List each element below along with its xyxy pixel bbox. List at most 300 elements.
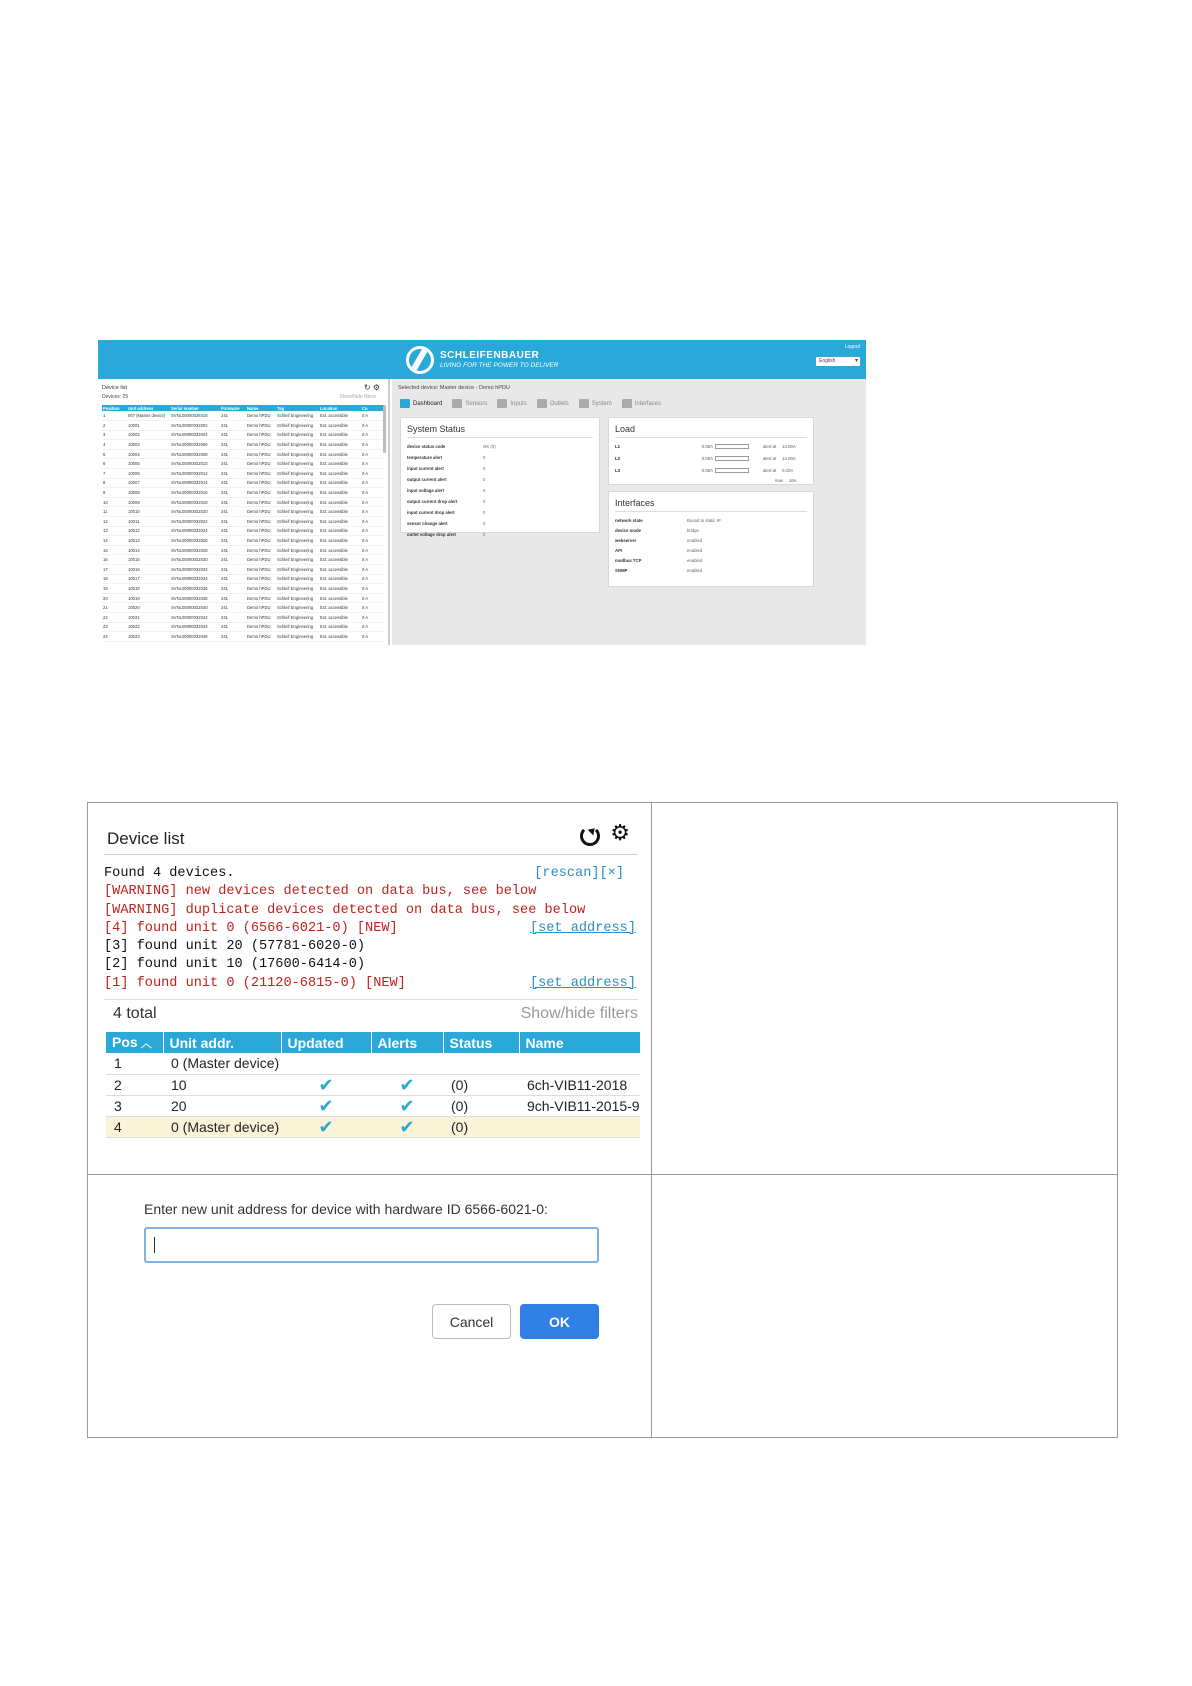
tab-interfaces[interactable] <box>622 399 661 408</box>
status-value: 0 <box>483 466 486 471</box>
interface-row <box>609 525 813 535</box>
interface-row <box>609 565 813 575</box>
unit-cell: 0 (Master device) <box>163 1053 281 1074</box>
table-row[interactable] <box>102 469 384 479</box>
table-cell: 3 <box>102 430 127 440</box>
table-cell: 22 <box>102 612 127 622</box>
device-list-panel <box>104 813 646 1163</box>
table-cell: 241 <box>220 622 246 632</box>
interface-value: enabled <box>687 537 703 543</box>
tab-sensors[interactable] <box>452 399 487 408</box>
table-cell: Schleif Engineering <box>276 555 319 565</box>
language-select[interactable]: English ▾ <box>816 357 860 366</box>
table-row[interactable] <box>102 440 384 450</box>
column-header-alerts[interactable] <box>371 1032 443 1053</box>
status-label: output current drop alert <box>407 499 458 504</box>
column-label: Unit addr. <box>169 1034 235 1051</box>
table-cell: Schleif Engineering <box>276 449 319 459</box>
table-cell: 241 <box>220 612 246 622</box>
table-cell: 7 <box>102 469 127 479</box>
checkmark-icon: ✔ <box>318 1116 334 1137</box>
status-label: device status code <box>407 444 446 449</box>
table-cell: 241 <box>220 411 246 421</box>
column-header[interactable]: Tag <box>276 405 319 411</box>
table-cell: 0 A <box>361 459 384 469</box>
status-label: output current alert <box>407 477 447 482</box>
table-cell: 0 A <box>361 517 384 527</box>
table-cell: Demo hPDU <box>246 507 276 517</box>
table-cell: SVNL00000032008 <box>170 449 220 459</box>
table-cell: SVNL00000032030 <box>170 555 220 565</box>
interface-value: enabled <box>687 557 703 563</box>
brand-logo-icon <box>406 346 434 374</box>
table-cell: 241 <box>220 478 246 488</box>
table-cell: 241 <box>220 469 246 479</box>
table-cell: SVNL00000032016 <box>170 488 220 498</box>
checkmark-icon: ✔ <box>318 1095 334 1116</box>
table-cell: 241 <box>220 507 246 517</box>
table-cell: SVNL00000026416 <box>170 411 220 421</box>
table-cell: SVNL00000032018 <box>170 497 220 507</box>
status-label: temperature alert <box>407 455 443 460</box>
table-cell: Ext. accessible <box>319 517 361 527</box>
status-value: 0 <box>483 477 486 482</box>
table-cell: SVNL00000032010 <box>170 459 220 469</box>
table-cell: Demo hPDU <box>246 469 276 479</box>
table-cell: Schleif Engineering <box>276 632 319 642</box>
phase-current: 0.00A <box>701 467 713 473</box>
table-cell: Schleif Engineering <box>276 497 319 507</box>
load-panel <box>608 417 814 485</box>
log-text: [1] found unit 0 (21120-6815-0) [NEW] <box>104 975 406 991</box>
interface-value: Bound to static IP <box>687 517 721 523</box>
set-address-link[interactable]: [set address] <box>529 975 636 991</box>
table-row[interactable] <box>102 536 384 546</box>
table-cell: Schleif Engineering <box>276 584 319 594</box>
table-row[interactable] <box>102 565 384 575</box>
unit-address-input[interactable] <box>144 1227 599 1263</box>
table-cell: 241 <box>220 459 246 469</box>
table-row[interactable] <box>106 1095 640 1116</box>
table-cell: 241 <box>220 517 246 527</box>
table-cell: 10003 <box>127 440 170 450</box>
table-cell: 10023 <box>127 632 170 642</box>
dashboard-screenshot <box>98 340 866 645</box>
log-line <box>104 938 638 956</box>
device-list-actions <box>364 383 380 392</box>
table-cell: Ext. accessible <box>319 478 361 488</box>
table-cell: Schleif Engineering <box>276 507 319 517</box>
table-cell: Schleif Engineering <box>276 536 319 546</box>
table-cell: 241 <box>220 526 246 536</box>
table-cell: Ext. accessible <box>319 421 361 431</box>
load-bar <box>715 468 749 473</box>
table-cell: Demo hPDU <box>246 478 276 488</box>
gear-icon[interactable]: ⚙ <box>610 820 630 845</box>
table-cell: 0 A <box>361 622 384 632</box>
alert-label: alert at <box>763 455 777 461</box>
system-icon <box>579 399 589 408</box>
table-cell: Schleif Engineering <box>276 421 319 431</box>
logout-link[interactable]: Logout <box>844 344 860 350</box>
load-row <box>609 440 813 452</box>
updated-cell <box>281 1095 371 1116</box>
table-cell: Schleif Engineering <box>276 411 319 421</box>
log-text: Found 4 devices. <box>104 866 235 881</box>
log-line <box>104 902 638 920</box>
table-cell: Demo hPDU <box>246 449 276 459</box>
table-cell: 10010 <box>127 507 170 517</box>
load-title: Load <box>615 424 807 438</box>
table-cell: Ext. accessible <box>319 555 361 565</box>
dashboard-tabs <box>400 399 661 408</box>
status-label: input current alert <box>407 466 444 471</box>
table-row[interactable] <box>102 488 384 498</box>
table-cell: Ext. accessible <box>319 574 361 584</box>
table-cell: 0 A <box>361 507 384 517</box>
updated-cell <box>281 1116 371 1137</box>
tab-outlets[interactable] <box>537 399 569 408</box>
table-cell: Demo hPDU <box>246 545 276 555</box>
sensors-icon <box>452 399 462 408</box>
table-cell: 241 <box>220 430 246 440</box>
column-header[interactable]: Unit address <box>127 405 170 411</box>
interface-label: webserver <box>615 537 637 543</box>
table-cell: 10020 <box>127 603 170 613</box>
table-cell: 10018 <box>127 584 170 594</box>
tab-dashboard[interactable] <box>400 399 442 408</box>
interfaces-panel <box>608 491 814 587</box>
table-cell: 21 <box>102 603 127 613</box>
rescan-link[interactable]: [rescan][×] <box>534 866 624 881</box>
table-cell: 241 <box>220 488 246 498</box>
alerts-cell <box>371 1053 443 1074</box>
selected-device: Selected device: Master device - Demo hPDU <box>398 385 510 391</box>
load-max-value: 16A <box>789 478 797 483</box>
table-cell: 0 A <box>361 632 384 642</box>
refresh-icon[interactable]: ↻ <box>363 383 371 392</box>
table-cell: 10012 <box>127 526 170 536</box>
status-row <box>401 441 599 452</box>
table-cell: 10007 <box>127 478 170 488</box>
load-max-row <box>609 476 813 485</box>
device-list-sidebar <box>98 379 390 645</box>
table-cell: SVNL00000032004 <box>170 430 220 440</box>
table-cell: 0 A <box>361 584 384 594</box>
status-cell: (0) <box>443 1074 519 1095</box>
table-cell: Demo hPDU <box>246 430 276 440</box>
table-cell: 0 A <box>361 545 384 555</box>
table-cell: Schleif Engineering <box>276 478 319 488</box>
table-cell: 10019 <box>127 593 170 603</box>
alert-threshold: 14.00A <box>782 443 796 449</box>
device-table <box>106 1032 641 1138</box>
table-cell: 241 <box>220 584 246 594</box>
tab-label: Sensors <box>465 400 488 407</box>
table-row[interactable] <box>102 430 384 440</box>
cancel-button[interactable]: Cancel <box>432 1304 511 1339</box>
table-cell: Demo hPDU <box>246 526 276 536</box>
table-cell: 5 <box>102 449 127 459</box>
status-row <box>401 518 599 529</box>
table-cell: 241 <box>220 497 246 507</box>
table-cell: 0 A <box>361 421 384 431</box>
table-cell: Ext. accessible <box>319 526 361 536</box>
total-count: 4 total <box>113 1005 157 1022</box>
table-cell: 13 <box>102 526 127 536</box>
unit-cell: 0 (Master device) <box>163 1116 281 1137</box>
interface-row <box>609 545 813 555</box>
table-cell: Demo hPDU <box>246 574 276 584</box>
outlets-icon <box>537 399 547 408</box>
unit-cell: 10 <box>163 1074 281 1095</box>
log-text: [3] found unit 20 (57781-6020-0) <box>104 939 366 955</box>
set-address-dialog <box>88 1175 651 1437</box>
table-cell: Demo hPDU <box>246 440 276 450</box>
table-cell: 0 A <box>361 411 384 421</box>
log-line <box>104 883 638 901</box>
table-cell: Ext. accessible <box>319 488 361 498</box>
inputs-icon <box>497 399 507 408</box>
table-row[interactable] <box>102 632 384 642</box>
table-cell: Schleif Engineering <box>276 488 319 498</box>
table-row[interactable] <box>102 593 384 603</box>
table-cell: Ext. accessible <box>319 440 361 450</box>
table-cell: 241 <box>220 449 246 459</box>
column-header-pos[interactable] <box>106 1032 163 1053</box>
table-row[interactable] <box>102 555 384 565</box>
column-header[interactable]: Name <box>246 405 276 411</box>
sort-up-icon[interactable]: ︿ <box>140 1038 152 1050</box>
updated-cell <box>281 1053 371 1074</box>
tab-inputs[interactable] <box>497 399 526 408</box>
table-cell: 10016 <box>127 565 170 575</box>
table-cell: SVNL00000032046 <box>170 632 220 642</box>
table-row[interactable] <box>106 1074 640 1095</box>
status-row <box>401 529 599 540</box>
column-label: Alerts <box>377 1034 418 1051</box>
table-cell: 241 <box>220 593 246 603</box>
table-row[interactable] <box>102 574 384 584</box>
status-value: 0 <box>483 499 486 504</box>
interface-label: SNMP <box>615 567 628 573</box>
table-cell: Demo hPDU <box>246 622 276 632</box>
pos-cell: 4 <box>106 1116 163 1137</box>
load-row <box>609 464 813 476</box>
table-cell: 10013 <box>127 536 170 546</box>
updated-cell <box>281 1074 371 1095</box>
table-cell: 15 <box>102 545 127 555</box>
status-value: 0 <box>483 455 486 460</box>
filters-toggle[interactable]: Show/hide filters <box>520 1005 638 1022</box>
status-row <box>401 485 599 496</box>
table-cell: Schleif Engineering <box>276 459 319 469</box>
table-cell: Schleif Engineering <box>276 430 319 440</box>
table-cell: Ext. accessible <box>319 545 361 555</box>
table-row[interactable] <box>102 603 384 613</box>
column-header-updated[interactable] <box>281 1032 371 1053</box>
column-header[interactable]: Firmware <box>220 405 246 411</box>
table-cell: 6 <box>102 459 127 469</box>
table-cell: Ext. accessible <box>319 459 361 469</box>
grid-divider <box>651 803 652 1437</box>
table-cell: Demo hPDU <box>246 497 276 507</box>
table-cell: SVNL00000032038 <box>170 593 220 603</box>
table-cell: Ext. accessible <box>319 497 361 507</box>
brand-tagline: LIVING FOR THE POWER TO DELIVER <box>440 361 559 369</box>
table-cell: Demo hPDU <box>246 565 276 575</box>
ok-button[interactable]: OK <box>520 1304 599 1339</box>
table-cell: Demo hPDU <box>246 632 276 642</box>
table-cell: Ext. accessible <box>319 449 361 459</box>
alerts-cell <box>371 1116 443 1137</box>
set-address-link[interactable]: [set address] <box>529 920 636 936</box>
table-cell: Ext. accessible <box>319 612 361 622</box>
brand-logo[interactable] <box>406 345 558 375</box>
table-cell: 18 <box>102 574 127 584</box>
device-table <box>102 405 384 642</box>
table-cell: 10017 <box>127 574 170 584</box>
table-cell: Schleif Engineering <box>276 574 319 584</box>
table-row[interactable] <box>102 545 384 555</box>
table-row[interactable] <box>102 478 384 488</box>
table-cell: 241 <box>220 603 246 613</box>
table-cell: 10011 <box>127 517 170 527</box>
log-text: [2] found unit 10 (17600-6414-0) <box>104 957 366 973</box>
table-row[interactable] <box>102 421 384 431</box>
table-cell: 1 <box>102 411 127 421</box>
alert-label: alert at <box>763 443 777 449</box>
status-cell: (0) <box>443 1095 519 1116</box>
interface-label: modbus TCP <box>615 557 642 563</box>
table-row[interactable] <box>102 526 384 536</box>
table-cell: Schleif Engineering <box>276 517 319 527</box>
table-row[interactable] <box>102 622 384 632</box>
alert-threshold: 0.10A <box>782 467 794 473</box>
table-cell: 10009 <box>127 497 170 507</box>
tab-label: Dashboard <box>413 400 443 407</box>
table-cell: Ext. accessible <box>319 507 361 517</box>
status-value: 0 <box>483 521 486 526</box>
tab-system[interactable] <box>579 399 612 408</box>
table-cell: 241 <box>220 574 246 584</box>
refresh-icon[interactable] <box>580 826 600 846</box>
table-cell: Demo hPDU <box>246 411 276 421</box>
table-cell: SVNL00000032006 <box>170 440 220 450</box>
phase-current: 0.00A <box>701 455 713 461</box>
table-cell: Demo hPDU <box>246 603 276 613</box>
pos-cell: 2 <box>106 1074 163 1095</box>
interface-label: network state <box>615 517 643 523</box>
column-header-name[interactable] <box>519 1032 640 1053</box>
interface-row <box>609 515 813 525</box>
table-cell: Schleif Engineering <box>276 593 319 603</box>
table-row[interactable] <box>102 507 384 517</box>
status-value: 0 <box>483 510 486 515</box>
log-line <box>104 865 638 883</box>
status-label: outlet voltage drop alert <box>407 532 456 537</box>
page-title: Device list <box>107 829 185 848</box>
table-cell: Demo hPDU <box>246 517 276 527</box>
table-cell: SVNL00000032040 <box>170 603 220 613</box>
table-cell: 0 A <box>361 469 384 479</box>
table-cell: Schleif Engineering <box>276 440 319 450</box>
gear-icon[interactable]: ⚙ <box>372 383 380 392</box>
table-row[interactable] <box>106 1053 640 1074</box>
table-cell: 241 <box>220 555 246 565</box>
system-status-panel <box>400 417 600 537</box>
device-list-header <box>104 819 638 855</box>
table-row[interactable] <box>102 517 384 527</box>
table-cell: SVNL00000032026 <box>170 536 220 546</box>
column-header[interactable]: Location <box>319 405 361 411</box>
table-cell: 241 <box>220 632 246 642</box>
load-bar <box>715 444 749 449</box>
column-label: Status <box>449 1034 493 1051</box>
column-header-status[interactable] <box>443 1032 519 1053</box>
brand-name: SCHLEIFENBAUER <box>440 349 540 361</box>
home-icon <box>400 399 410 408</box>
table-row[interactable] <box>102 497 384 507</box>
device-list-title: Device list <box>102 385 128 391</box>
table-row[interactable] <box>106 1116 640 1137</box>
table-row[interactable] <box>102 449 384 459</box>
table-cell: Demo hPDU <box>246 593 276 603</box>
column-header[interactable]: Cu <box>361 405 384 411</box>
alert-label: alert at <box>763 467 777 473</box>
table-cell: SVNL00000032034 <box>170 574 220 584</box>
table-row[interactable] <box>102 459 384 469</box>
table-row[interactable] <box>102 584 384 594</box>
log-line <box>104 956 638 974</box>
tab-label: Outlets <box>549 400 569 407</box>
table-row[interactable] <box>102 612 384 622</box>
table-cell: 10004 <box>127 449 170 459</box>
table-cell: 0 A <box>361 612 384 622</box>
interface-row <box>609 535 813 545</box>
log-text: [4] found unit 0 (6566-6021-0) [NEW] <box>104 920 398 936</box>
table-cell: SVNL00000032032 <box>170 565 220 575</box>
table-row[interactable] <box>102 411 384 421</box>
phase-label: L2 <box>615 455 621 461</box>
table-cell: Demo hPDU <box>246 421 276 431</box>
table-cell: 9 <box>102 488 127 498</box>
column-header-unit-addr[interactable] <box>163 1032 281 1053</box>
table-cell: 0 A <box>361 593 384 603</box>
interface-value: enabled <box>687 567 703 573</box>
status-cell <box>443 1053 519 1074</box>
table-cell: SVNL00000032036 <box>170 584 220 594</box>
column-header[interactable]: Position <box>102 405 127 411</box>
scrollbar[interactable] <box>383 405 386 453</box>
alerts-cell <box>371 1074 443 1095</box>
log-text: [WARNING] new devices detected on data bus, see below <box>104 884 537 900</box>
table-cell: Ext. accessible <box>319 632 361 642</box>
table-cell: 0 A <box>361 526 384 536</box>
table-cell: 0 A <box>361 565 384 575</box>
table-cell: 12 <box>102 517 127 527</box>
interface-label: device mode <box>615 527 642 533</box>
table-cell: Demo hPDU <box>246 488 276 498</box>
filters-toggle[interactable]: Show/hide filters <box>339 394 376 400</box>
column-header[interactable]: Serial number <box>170 405 220 411</box>
log-line <box>104 920 638 938</box>
table-cell: 241 <box>220 440 246 450</box>
table-cell: 10006 <box>127 469 170 479</box>
interface-value: enabled <box>687 547 703 553</box>
table-cell: 10014 <box>127 545 170 555</box>
app-header <box>98 340 866 379</box>
